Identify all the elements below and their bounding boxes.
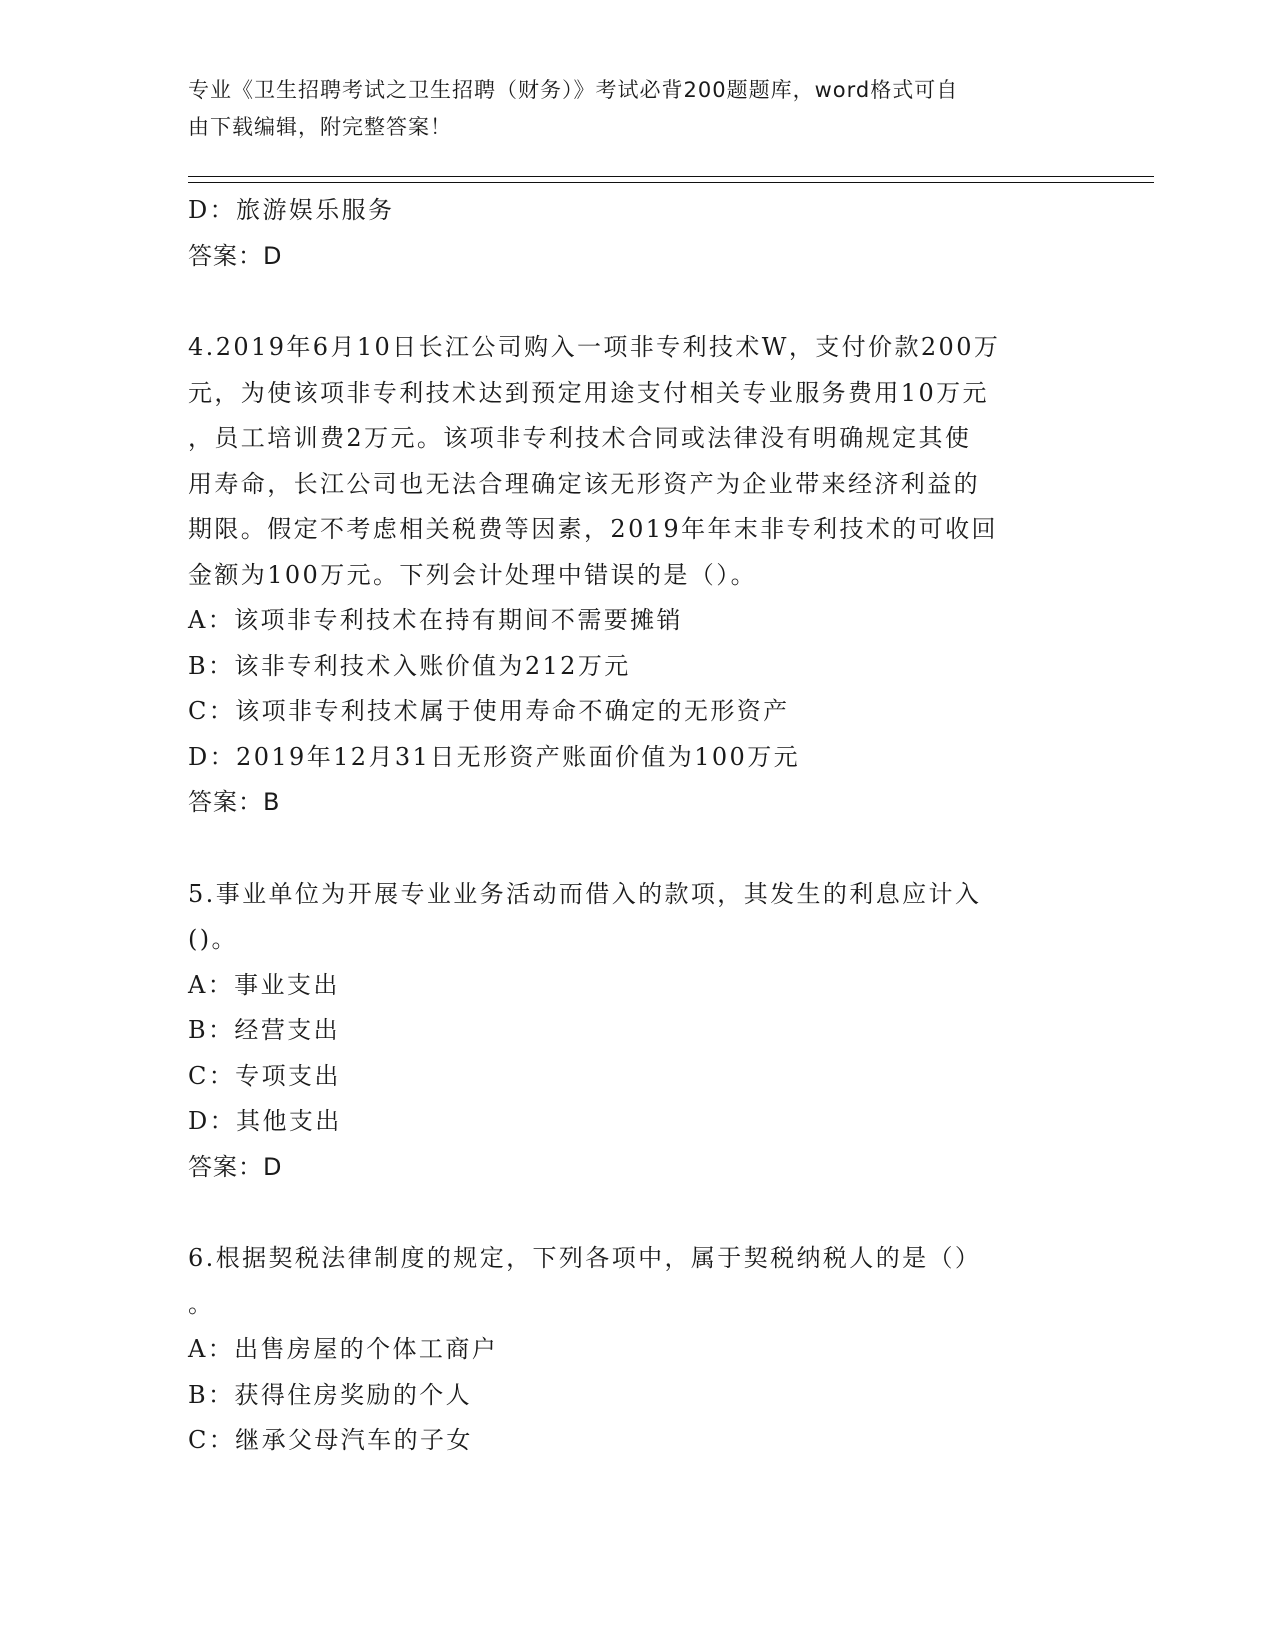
q5-option-c: C：专项支出 — [188, 1061, 341, 1090]
q4-option-b: B：该非专利技术入账价值为212万元 — [188, 651, 631, 680]
q4-stem-line: ，员工培训费2万元。该项非专利技术合同或法律没有明确规定其使 — [188, 424, 972, 452]
header-title-line-1: 专业《卫生招聘考试之卫生招聘（财务）》考试必背200题题库，word格式可自 — [188, 78, 959, 102]
q4-stem-line: 金额为100万元。下列会计处理中错误的是（）。 — [188, 560, 758, 589]
q4-answer: 答案：B — [188, 788, 281, 816]
q3-answer: 答案：D — [188, 241, 283, 270]
q6-option-c: C：继承父母汽车的子女 — [188, 1426, 473, 1454]
q6-stem — [188, 1236, 1068, 1327]
question-3-tail — [188, 188, 1068, 279]
q4-option-a: A：该项非专利技术在持有期间不需要摊销 — [188, 606, 683, 634]
spacer — [188, 279, 1068, 325]
q5-stem-line: 5.事业单位为开展专业业务活动而借入的款项，其发生的利息应计入 — [188, 879, 982, 908]
question-list — [188, 188, 1068, 1464]
header-rule-top — [188, 176, 1154, 177]
spacer — [188, 1190, 1068, 1236]
q4-option-c: C：该项非专利技术属于使用寿命不确定的无形资产 — [188, 697, 790, 725]
q5-stem-line: ()。 — [188, 925, 238, 953]
header-title-line-2: 由下载编辑，附完整答案！ — [188, 115, 452, 139]
q6-option-b: B：获得住房奖励的个人 — [188, 1380, 473, 1409]
q5-option-b: B：经营支出 — [188, 1016, 341, 1044]
q4-stem — [188, 325, 1068, 598]
q4-stem-line: 元，为使该项非专利技术达到预定用途支付相关专业服务费用10万元 — [188, 378, 989, 407]
spacer — [188, 826, 1068, 872]
document-header — [188, 72, 1068, 146]
q5-answer: 答案：D — [188, 1152, 283, 1181]
q4-option-d: D：2019年12月31日无形资产账面价值为100万元 — [188, 742, 801, 771]
q5-stem — [188, 872, 1068, 963]
header-rule-bottom — [188, 182, 1154, 183]
question-6 — [188, 1236, 1068, 1464]
q4-stem-line: 4.2019年6月10日长江公司购入一项非专利技术W，支付价款200万 — [188, 333, 1001, 361]
q6-option-a: A：出售房屋的个体工商户 — [188, 1335, 499, 1363]
q3-option-d: D：旅游娱乐服务 — [188, 196, 395, 224]
q5-option-a: A：事业支出 — [188, 970, 340, 999]
question-4 — [188, 325, 1068, 826]
q4-stem-line: 用寿命，长江公司也无法合理确定该无形资产为企业带来经济利益的 — [188, 469, 980, 498]
q5-option-d: D：其他支出 — [188, 1107, 342, 1135]
question-5 — [188, 872, 1068, 1191]
q6-stem-line: 。 — [188, 1289, 215, 1318]
q4-stem-line: 期限。假定不考虑相关税费等因素，2019年年末非专利技术的可收回 — [188, 515, 998, 543]
q6-stem-line: 6.根据契税法律制度的规定，下列各项中，属于契税纳税人的是（） — [188, 1244, 982, 1272]
